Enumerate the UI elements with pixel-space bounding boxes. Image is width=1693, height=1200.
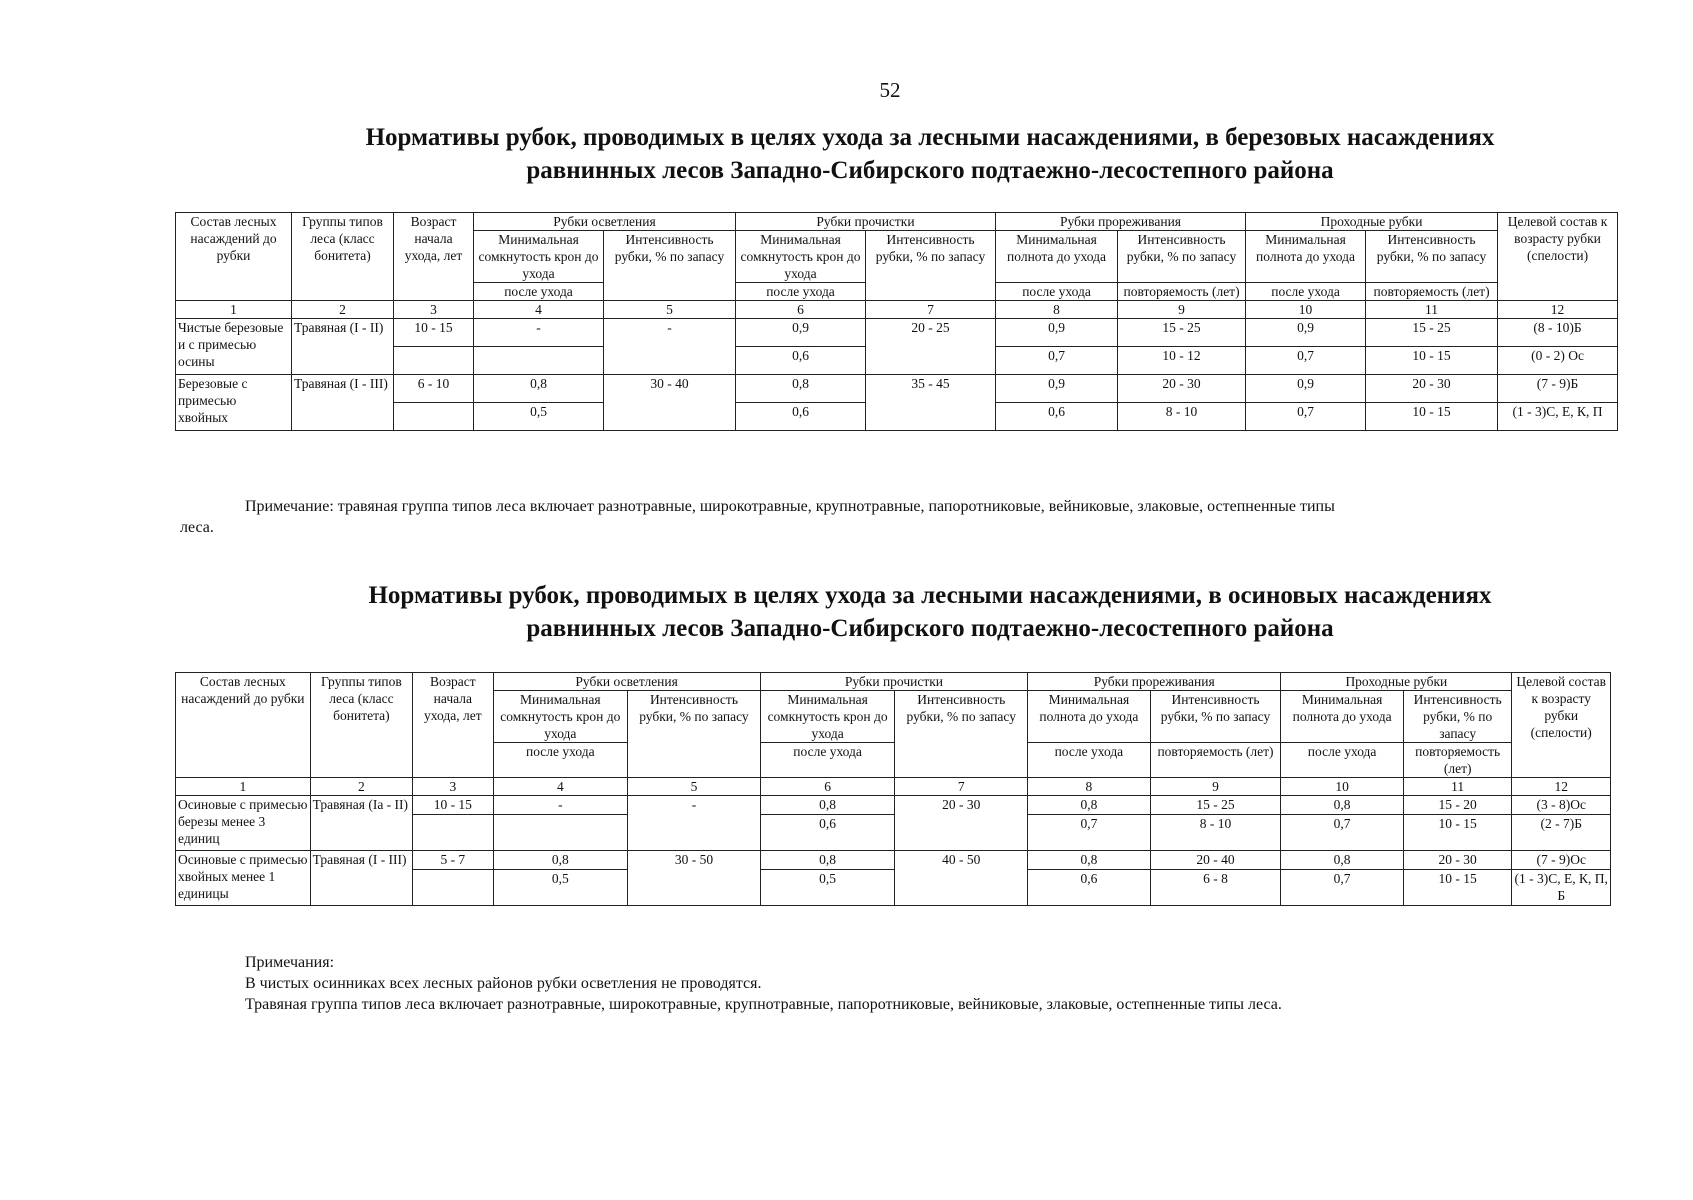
- cell-value: 35 - 45: [866, 375, 996, 431]
- cell-value: 20 - 30: [1118, 375, 1246, 403]
- cell-forest-type: Травяная (I - II): [292, 319, 394, 375]
- header-after-care: после ухода: [736, 283, 866, 301]
- header-forest-type: Группы типов леса (класс бонитета): [292, 213, 394, 301]
- col-number: 8: [1028, 778, 1151, 796]
- header-min-crown-density: Минимальная сомкнутость крон до ухода: [736, 231, 866, 283]
- page-number: 52: [879, 78, 901, 102]
- cell-forest-type: Травяная (I - III): [292, 375, 394, 431]
- header-repeat: повторяемость (лет): [1366, 283, 1498, 301]
- cell-value: 15 - 25: [1118, 319, 1246, 347]
- col-number: 3: [394, 301, 474, 319]
- cell-value: 20 - 30: [895, 796, 1028, 851]
- header-after-care: после ухода: [1246, 283, 1366, 301]
- cell-value: 0,8: [760, 796, 895, 815]
- cell-value: -: [628, 796, 761, 851]
- cell-age: 5 - 7: [413, 851, 493, 870]
- column-numbers-row: [176, 778, 1611, 796]
- header-intensity: Интенсивность рубки, % по запасу: [1118, 231, 1246, 283]
- section2-title: [210, 579, 1650, 645]
- cell-value: 15 - 25: [1366, 319, 1498, 347]
- cell-value: 40 - 50: [895, 851, 1028, 906]
- header-min-crown-density: Минимальная сомкнутость крон до ухода: [493, 691, 628, 743]
- cell-value: -: [493, 796, 628, 815]
- col-number: 9: [1118, 301, 1246, 319]
- header-clearing: Рубки осветления: [474, 213, 736, 231]
- cell-composition: Чистые березовые и с примесью осины: [176, 319, 292, 375]
- cell-value: 0,6: [996, 403, 1118, 431]
- cell-value: 15 - 20: [1403, 796, 1512, 815]
- col-number: 7: [895, 778, 1028, 796]
- cell-value: 0,8: [1281, 796, 1404, 815]
- section2-note-line1: В чистых осинниках всех лесных районов рубки осветления не проводятся.: [245, 975, 762, 992]
- cell-composition: Осиновые с примесью хвойных менее 1 единицы: [176, 851, 311, 906]
- cell-value: 0,8: [1028, 851, 1151, 870]
- col-number: 4: [474, 301, 604, 319]
- col-number: 2: [292, 301, 394, 319]
- col-number: 3: [413, 778, 493, 796]
- section1-note-line1: Примечание: травяная группа типов леса включает разнотравные, широкотравные, крупнотравные, папоротниковые, вейниковые, злаковые, остепненные типы: [245, 498, 1335, 515]
- table-row: [176, 851, 1611, 870]
- cell-value: 0,7: [1028, 815, 1151, 851]
- col-number: 10: [1281, 778, 1404, 796]
- header-intensity: Интенсивность рубки, % по запасу: [1403, 691, 1512, 743]
- cell-composition: Березовые с примесью хвойных: [176, 375, 292, 431]
- cell-value: (7 - 9)Б: [1498, 375, 1618, 403]
- section1-title-line2: равнинных лесов Западно-Сибирского подтаежно-лесостепного района: [526, 157, 1334, 184]
- column-numbers-row: [176, 301, 1618, 319]
- header-age: Возраст начала ухода, лет: [394, 213, 474, 301]
- col-number: 5: [628, 778, 761, 796]
- cell-value: 15 - 25: [1150, 796, 1281, 815]
- cell-value: 0,8: [474, 375, 604, 403]
- section2-title-line2: равнинных лесов Западно-Сибирского подтаежно-лесостепного района: [526, 615, 1334, 642]
- header-after-care: после ухода: [1281, 743, 1404, 778]
- cell-value: 0,7: [1281, 870, 1404, 906]
- cell-value: 0,5: [493, 870, 628, 906]
- cell-empty: [413, 870, 493, 906]
- cell-value: 0,8: [1281, 851, 1404, 870]
- header-after-care: после ухода: [760, 743, 895, 778]
- header-age: Возраст начала ухода, лет: [413, 673, 493, 778]
- cell-empty: [413, 815, 493, 851]
- col-number: 1: [176, 778, 311, 796]
- col-number: 11: [1366, 301, 1498, 319]
- col-number: 6: [736, 301, 866, 319]
- cell-value: 8 - 10: [1150, 815, 1281, 851]
- header-after-care: после ухода: [493, 743, 628, 778]
- col-number: 5: [604, 301, 736, 319]
- cell-value: 20 - 40: [1150, 851, 1281, 870]
- col-number: 4: [493, 778, 628, 796]
- header-passing: Проходные рубки: [1281, 673, 1512, 691]
- cell-age: 10 - 15: [394, 319, 474, 347]
- header-repeat: повторяемость (лет): [1403, 743, 1512, 778]
- table-row: [176, 375, 1618, 403]
- cell-value: 8 - 10: [1118, 403, 1246, 431]
- cell-value: 10 - 12: [1118, 347, 1246, 375]
- cell-value: 0,7: [996, 347, 1118, 375]
- col-number: 12: [1512, 778, 1611, 796]
- header-cleaning: Рубки прочистки: [760, 673, 1027, 691]
- section2-notes-heading: Примечания:: [245, 954, 335, 971]
- header-after-care: после ухода: [474, 283, 604, 301]
- section2-notes: [245, 952, 1645, 1015]
- cell-value: 30 - 40: [604, 375, 736, 431]
- header-min-fullness: Минимальная полнота до ухода: [1028, 691, 1151, 743]
- header-min-crown-density: Минимальная сомкнутость крон до ухода: [760, 691, 895, 743]
- cell-value: 0,6: [736, 347, 866, 375]
- cell-value: 0,8: [760, 851, 895, 870]
- header-min-crown-density: Минимальная сомкнутость крон до ухода: [474, 231, 604, 283]
- cell-value: 0,9: [1246, 319, 1366, 347]
- section2-title-line1: Нормативы рубок, проводимых в целях ухода за лесными насаждениями, в осиновых насаждениях: [368, 582, 1492, 609]
- cell-value: 0,8: [736, 375, 866, 403]
- cell-value: 0,6: [1028, 870, 1151, 906]
- header-target: Целевой состав к возрасту рубки (спелости): [1498, 213, 1618, 301]
- cell-value: (2 - 7)Б: [1512, 815, 1611, 851]
- table-row: [176, 319, 1618, 347]
- header-min-fullness: Минимальная полнота до ухода: [996, 231, 1118, 283]
- cell-value: 6 - 8: [1150, 870, 1281, 906]
- cell-value: 0,9: [1246, 375, 1366, 403]
- header-repeat: повторяемость (лет): [1150, 743, 1281, 778]
- header-clearing: Рубки осветления: [493, 673, 760, 691]
- cell-value: 0,7: [1246, 347, 1366, 375]
- cell-empty: [394, 347, 474, 375]
- header-composition: Состав лесных насаждений до рубки: [176, 213, 292, 301]
- cell-value: 10 - 15: [1403, 870, 1512, 906]
- col-number: 10: [1246, 301, 1366, 319]
- cell-value: (7 - 9)Ос: [1512, 851, 1611, 870]
- cell-value: 20 - 30: [1366, 375, 1498, 403]
- table-row: [176, 796, 1611, 815]
- header-forest-type: Группы типов леса (класс бонитета): [310, 673, 412, 778]
- cell-forest-type: Травяная (I - III): [310, 851, 412, 906]
- cell-value: 10 - 15: [1403, 815, 1512, 851]
- cell-value: 0,9: [996, 375, 1118, 403]
- cell-value: 0,6: [760, 815, 895, 851]
- cell-value: 0,7: [1246, 403, 1366, 431]
- cell-value: (0 - 2) Ос: [1498, 347, 1618, 375]
- section1-note: [180, 496, 1620, 538]
- cell-age: 6 - 10: [394, 375, 474, 403]
- cell-value: -: [604, 319, 736, 375]
- header-row-1: [176, 673, 1611, 691]
- header-min-fullness: Минимальная полнота до ухода: [1246, 231, 1366, 283]
- header-composition: Состав лесных насаждений до рубки: [176, 673, 311, 778]
- cell-value: [493, 815, 628, 851]
- cell-value: 0,7: [1281, 815, 1404, 851]
- cell-value: 0,5: [474, 403, 604, 431]
- cell-composition: Осиновые с примесью березы менее 3 единиц: [176, 796, 311, 851]
- cell-value: 0,6: [736, 403, 866, 431]
- cell-value: 0,9: [996, 319, 1118, 347]
- cell-forest-type: Травяная (Ia - II): [310, 796, 412, 851]
- cell-value: -: [474, 319, 604, 347]
- header-intensity: Интенсивность рубки, % по запасу: [604, 231, 736, 301]
- col-number: 9: [1150, 778, 1281, 796]
- header-min-fullness: Минимальная полнота до ухода: [1281, 691, 1404, 743]
- cell-value: 10 - 15: [1366, 403, 1498, 431]
- header-passing: Проходные рубки: [1246, 213, 1498, 231]
- col-number: 12: [1498, 301, 1618, 319]
- cell-value: 0,8: [493, 851, 628, 870]
- section2-table: [175, 672, 1611, 906]
- cell-empty: [394, 403, 474, 431]
- header-thinning: Рубки прореживания: [996, 213, 1246, 231]
- cell-value: 20 - 25: [866, 319, 996, 375]
- cell-value: (1 - 3)С, Е, К, П: [1498, 403, 1618, 431]
- cell-value: 10 - 15: [1366, 347, 1498, 375]
- header-target: Целевой состав к возрасту рубки (спелости): [1512, 673, 1611, 778]
- header-intensity: Интенсивность рубки, % по запасу: [1150, 691, 1281, 743]
- section2-note-line2: Травяная группа типов леса включает разнотравные, широкотравные, крупнотравные, папоротниковые, вейниковые, злаковые, остепненные типы леса.: [245, 996, 1282, 1013]
- col-number: 1: [176, 301, 292, 319]
- header-row-1: [176, 213, 1618, 231]
- cell-value: (1 - 3)С, Е, К, П, Б: [1512, 870, 1611, 906]
- section1-table: [175, 212, 1618, 431]
- header-intensity: Интенсивность рубки, % по запасу: [628, 691, 761, 778]
- col-number: 6: [760, 778, 895, 796]
- col-number: 2: [310, 778, 412, 796]
- header-cleaning: Рубки прочистки: [736, 213, 996, 231]
- col-number: 7: [866, 301, 996, 319]
- header-thinning: Рубки прореживания: [1028, 673, 1281, 691]
- cell-value: (8 - 10)Б: [1498, 319, 1618, 347]
- cell-age: 10 - 15: [413, 796, 493, 815]
- cell-value: 0,8: [1028, 796, 1151, 815]
- cell-value: 0,9: [736, 319, 866, 347]
- header-intensity: Интенсивность рубки, % по запасу: [866, 231, 996, 301]
- header-after-care: после ухода: [996, 283, 1118, 301]
- section1-title: [210, 121, 1650, 187]
- cell-value: (3 - 8)Ос: [1512, 796, 1611, 815]
- col-number: 11: [1403, 778, 1512, 796]
- header-after-care: после ухода: [1028, 743, 1151, 778]
- cell-value: 20 - 30: [1403, 851, 1512, 870]
- section1-note-line2: леса.: [180, 519, 214, 536]
- header-intensity: Интенсивность рубки, % по запасу: [1366, 231, 1498, 283]
- cell-value: 30 - 50: [628, 851, 761, 906]
- cell-value: [474, 347, 604, 375]
- header-intensity: Интенсивность рубки, % по запасу: [895, 691, 1028, 778]
- header-repeat: повторяемость (лет): [1118, 283, 1246, 301]
- col-number: 8: [996, 301, 1118, 319]
- section1-title-line1: Нормативы рубок, проводимых в целях ухода за лесными насаждениями, в березовых насаждениях: [365, 124, 1495, 151]
- cell-value: 0,5: [760, 870, 895, 906]
